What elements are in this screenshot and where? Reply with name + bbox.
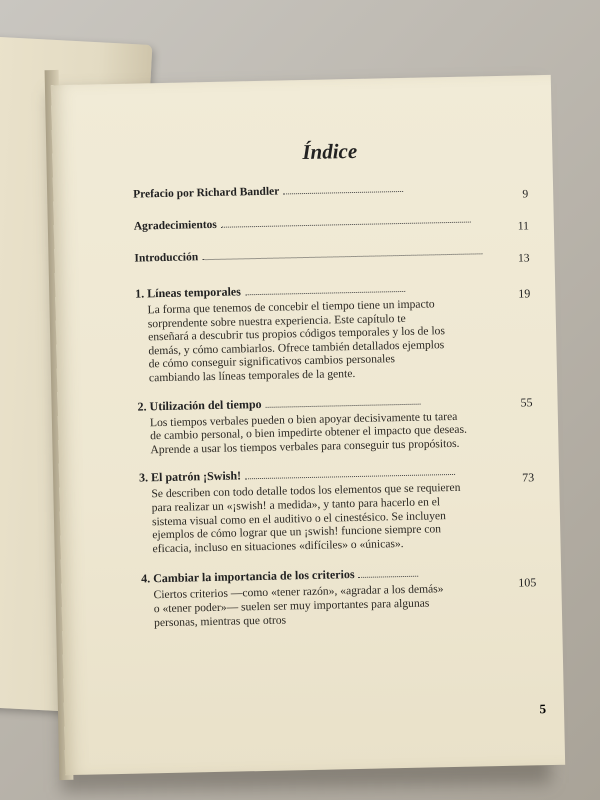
dot-leader <box>221 222 471 228</box>
chapter-heading: 2. Utilización del tiempo <box>137 396 262 414</box>
toc-entry-page: 9 <box>522 188 529 201</box>
chapter-entry-4 <box>141 562 537 630</box>
chapter-entry-2 <box>137 389 533 457</box>
toc-entry-label: Introducción <box>134 251 199 265</box>
chapter-heading: 4. Cambiar la importancia de los criterios <box>141 567 355 586</box>
dot-leader <box>283 191 403 195</box>
index-page <box>51 75 565 775</box>
dot-leader <box>245 474 455 479</box>
chapter-entry-1 <box>135 276 532 385</box>
toc-entry-label: Agradecimientos <box>133 218 217 233</box>
chapter-page: 55 <box>520 394 533 410</box>
dot-leader <box>245 291 405 295</box>
dot-leader <box>359 576 419 578</box>
page-title: Índice <box>302 138 358 165</box>
chapter-entry-3 <box>139 461 536 556</box>
toc-entry-page: 13 <box>517 252 530 265</box>
page-number: 5 <box>539 701 547 717</box>
toc-entry-acknowledgements <box>134 208 529 234</box>
dot-leader <box>202 253 482 260</box>
toc-entry-page: 11 <box>517 220 530 233</box>
chapter-heading: 1. Líneas temporales <box>135 284 241 301</box>
page-content <box>132 135 537 635</box>
dot-leader <box>266 403 421 407</box>
toc-entry-introduction <box>134 240 529 266</box>
chapter-page: 19 <box>518 286 531 301</box>
chapter-description: Los tiempos verbales pueden o bien apoyar decisivamente tu tarea de cambio personal, o bien impedirte obtener el impacto que deseas. Aprende a usar los tiempos verbales para conseguir tus propósitos. <box>149 409 468 457</box>
toc-entry-label: Prefacio por Richard Bandler <box>133 185 280 201</box>
chapter-page: 73 <box>522 470 535 485</box>
toc-entry-preface <box>133 176 528 202</box>
chapter-description: Ciertos criterios —como «tener razón», «agradar a los demás» o «tener poder»— suelen ser muy importantes para algunas personas, mientras que otros <box>153 582 444 629</box>
chapter-page: 105 <box>518 575 537 590</box>
chapter-heading: 3. El patrón ¡Swish! <box>138 468 242 485</box>
chapter-description: Se describen con todo detalle todos los elementos que se requieren para realizar un «¡swish! a medida», y tanto para hacerlo en el sistema visual como en el auditivo o el cinestésico. Se incluyen ejemplos de cómo lograr que un ¡swish! funcione siempre con eficacia, incluso en situaciones «difíciles» o «únicas». <box>151 481 461 555</box>
chapter-description: La forma que tenemos de concebir el tiempo tiene un impacto sorprendente sobre nuestra experiencia. Este capítulo te enseñará a descubrir tus propios códigos temporales y los de los demás, y cómo cambiarlos. Ofrece también detallados ejemplos de cómo conseguir significativos cambios personales cambiando las líneas temporales de la gente. <box>147 297 446 385</box>
